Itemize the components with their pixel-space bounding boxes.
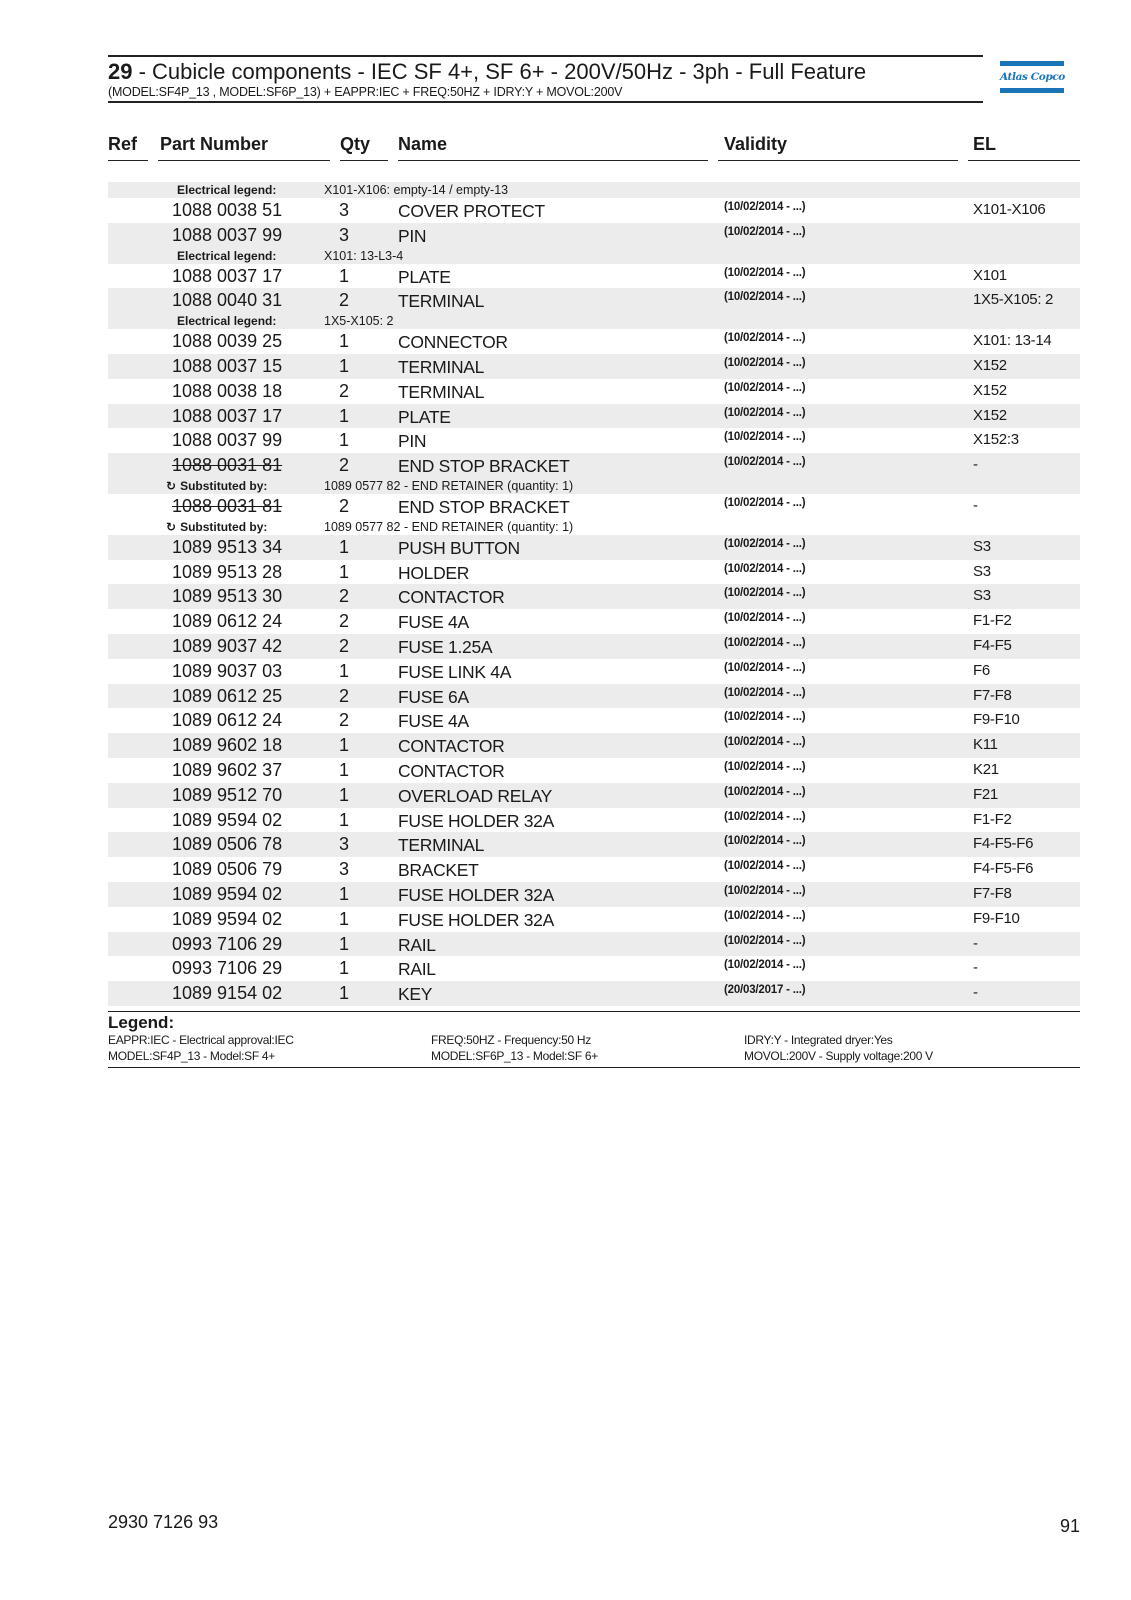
table-row xyxy=(108,453,1080,478)
electrical-legend-value: X101-X106: empty-14 / empty-13 xyxy=(324,183,509,197)
quantity: 1 xyxy=(338,933,349,954)
table-row xyxy=(108,708,1080,733)
electrical-ref: X152:3 xyxy=(973,431,1019,449)
electrical-ref: - xyxy=(973,496,978,514)
part-name: FUSE 1.25A xyxy=(398,636,493,657)
substitute-part: 1089 0577 82 - END RETAINER (quantity: 1) xyxy=(324,478,574,493)
validity: (10/02/2014 - ...) xyxy=(724,266,806,279)
part-name: COVER PROTECT xyxy=(398,201,545,221)
logo-bar-top xyxy=(1000,61,1064,66)
legend-label-text: Electrical legend: xyxy=(177,183,277,197)
part-name: FUSE 6A xyxy=(398,686,469,707)
page-number: 91 xyxy=(1059,1516,1080,1536)
part-number[interactable]: 1089 9154 02 xyxy=(172,983,283,1004)
col-part-number: Part Number xyxy=(160,134,269,154)
quantity: 1 xyxy=(338,355,349,376)
part-name: FUSE 4A xyxy=(398,711,469,732)
quantity: 1 xyxy=(338,735,349,756)
quantity: 2 xyxy=(338,710,349,731)
part-name: CONTACTOR xyxy=(398,587,505,608)
electrical-ref: X101 xyxy=(973,266,1007,284)
quantity: 2 xyxy=(338,380,349,401)
refresh-icon: ↻ xyxy=(166,519,177,534)
validity: (10/02/2014 - ...) xyxy=(724,711,806,724)
part-name: HOLDER xyxy=(398,562,470,583)
part-number[interactable]: 1089 0506 79 xyxy=(172,859,283,880)
part-name: END STOP BRACKET xyxy=(398,496,570,517)
part-name: FUSE LINK 4A xyxy=(398,661,512,682)
electrical-ref: 1X5-X105: 2 xyxy=(973,291,1054,309)
table-row xyxy=(108,535,1080,560)
electrical-ref: X152 xyxy=(973,381,1007,399)
electrical-ref: F7-F8 xyxy=(973,686,1012,704)
quantity: 1 xyxy=(338,405,349,426)
part-name: TERMINAL xyxy=(398,291,485,312)
part-number[interactable]: 1089 9513 34 xyxy=(172,536,283,557)
validity: (10/02/2014 - ...) xyxy=(724,381,806,394)
table-row xyxy=(108,288,1080,313)
validity: (10/02/2014 - ...) xyxy=(724,785,806,798)
part-number[interactable]: 1089 9594 02 xyxy=(172,908,283,929)
validity: (10/02/2014 - ...) xyxy=(724,884,806,897)
part-number[interactable]: 0993 7106 29 xyxy=(172,933,283,954)
quantity: 1 xyxy=(338,561,349,582)
table-row xyxy=(108,832,1080,857)
header-gap xyxy=(148,159,158,162)
part-number[interactable]: 1089 0612 24 xyxy=(172,611,283,632)
table-row xyxy=(108,223,1080,248)
table-row xyxy=(108,329,1080,354)
electrical-legend-row xyxy=(108,248,1080,264)
header-gap xyxy=(958,159,968,162)
part-number[interactable]: 1088 0040 31 xyxy=(172,290,283,311)
table-row xyxy=(108,907,1080,932)
table-row xyxy=(108,198,1080,223)
part-number[interactable]: 1089 9512 70 xyxy=(172,784,283,805)
part-number[interactable]: 1088 0037 99 xyxy=(172,224,283,245)
quantity: 1 xyxy=(338,983,349,1004)
table-row xyxy=(108,584,1080,609)
table-row xyxy=(108,733,1080,758)
quantity: 3 xyxy=(338,859,349,880)
quantity: 1 xyxy=(338,809,349,830)
electrical-ref: - xyxy=(973,984,978,1002)
quantity: 1 xyxy=(338,784,349,805)
table-row xyxy=(108,783,1080,808)
table-row xyxy=(108,354,1080,379)
header-gap xyxy=(708,159,718,162)
document-number: 2930 7126 93 xyxy=(108,1512,219,1532)
part-name: PIN xyxy=(398,431,427,452)
quantity: 1 xyxy=(338,536,349,557)
quantity: 2 xyxy=(338,495,349,516)
part-number[interactable]: 1088 0037 99 xyxy=(172,430,283,451)
part-number[interactable]: 1088 0037 15 xyxy=(172,355,283,376)
part-number[interactable]: 1089 9513 28 xyxy=(172,561,283,582)
quantity: 2 xyxy=(338,685,349,706)
quantity: 2 xyxy=(338,635,349,656)
electrical-ref: S3 xyxy=(973,537,991,555)
part-number[interactable]: 1089 9602 18 xyxy=(172,735,283,756)
quantity: 3 xyxy=(338,834,349,855)
table-row xyxy=(108,560,1080,585)
table-row xyxy=(108,494,1080,519)
validity: (10/02/2014 - ...) xyxy=(724,587,806,600)
electrical-legend-label xyxy=(177,249,276,263)
part-name: PLATE xyxy=(398,406,451,427)
brand-logo xyxy=(1000,61,1064,95)
validity: (10/02/2014 - ...) xyxy=(724,661,806,674)
page-title xyxy=(108,59,983,85)
substitution-row xyxy=(108,519,1080,535)
table-row xyxy=(108,634,1080,659)
legend-item: FREQ:50HZ - Frequency:50 Hz xyxy=(431,1033,591,1047)
electrical-ref: X152 xyxy=(973,356,1007,374)
table-row xyxy=(108,609,1080,634)
parts-table xyxy=(108,182,1080,1006)
header-gap xyxy=(388,159,398,162)
table-row xyxy=(108,659,1080,684)
quantity: 1 xyxy=(338,908,349,929)
legend-title: Legend: xyxy=(108,1013,175,1032)
validity: (10/02/2014 - ...) xyxy=(724,810,806,823)
electrical-legend-label xyxy=(177,314,276,328)
quantity: 1 xyxy=(338,265,349,286)
part-number[interactable]: 1089 9602 37 xyxy=(172,759,283,780)
electrical-ref: S3 xyxy=(973,562,991,580)
part-name: RAIL xyxy=(398,934,436,955)
validity: (10/02/2014 - ...) xyxy=(724,934,806,947)
validity: (10/02/2014 - ...) xyxy=(724,201,806,213)
legend-item: EAPPR:IEC - Electrical approval:IEC xyxy=(108,1033,294,1047)
table-row xyxy=(108,758,1080,783)
legend xyxy=(108,1011,1080,1063)
part-number[interactable]: 1088 0038 18 xyxy=(172,380,283,401)
table-row xyxy=(108,857,1080,882)
logo-text: Atlas Copco xyxy=(1000,71,1065,83)
part-name: OVERLOAD RELAY xyxy=(398,785,553,806)
legend-label-text: Substituted by: xyxy=(180,478,268,493)
part-name: FUSE HOLDER 32A xyxy=(398,909,554,930)
part-number[interactable]: 1089 0612 25 xyxy=(172,685,283,706)
validity: (10/02/2014 - ...) xyxy=(724,356,806,369)
part-name: CONTACTOR xyxy=(398,760,505,781)
section-number: 29 xyxy=(108,59,133,84)
validity: (10/02/2014 - ...) xyxy=(724,537,806,550)
part-number[interactable]: 1088 0031 81 xyxy=(172,455,283,476)
col-validity: Validity xyxy=(724,134,788,154)
validity: (10/02/2014 - ...) xyxy=(724,736,806,749)
table-row xyxy=(108,808,1080,833)
electrical-ref: F4-F5-F6 xyxy=(973,835,1034,853)
table-row xyxy=(108,404,1080,429)
electrical-ref: X152 xyxy=(973,406,1007,424)
quantity: 1 xyxy=(338,331,349,352)
table-row xyxy=(108,264,1080,289)
part-name: PLATE xyxy=(398,266,451,287)
quantity: 1 xyxy=(338,430,349,451)
table-header xyxy=(108,132,1080,161)
validity: (10/02/2014 - ...) xyxy=(724,959,806,972)
electrical-ref: X101-X106 xyxy=(973,201,1046,218)
quantity: 2 xyxy=(338,455,349,476)
validity: (10/02/2014 - ...) xyxy=(724,612,806,625)
validity: (10/02/2014 - ...) xyxy=(724,225,806,238)
substitute-part: 1089 0577 82 - END RETAINER (quantity: 1) xyxy=(324,519,574,534)
electrical-ref: K11 xyxy=(973,736,998,754)
electrical-ref: F7-F8 xyxy=(973,884,1012,902)
part-number[interactable]: 1089 9037 42 xyxy=(172,635,283,656)
validity: (10/02/2014 - ...) xyxy=(724,332,806,345)
part-name: PUSH BUTTON xyxy=(398,537,520,558)
page-subtitle: (MODEL:SF4P_13 , MODEL:SF6P_13) + EAPPR:IEC + FREQ:50HZ + IDRY:Y + MOVOL:200V xyxy=(108,85,623,99)
col-el: EL xyxy=(973,134,997,154)
electrical-ref: F1-F2 xyxy=(973,810,1012,828)
table-row xyxy=(108,981,1080,1006)
logo-bar-bottom xyxy=(1000,88,1064,93)
quantity: 3 xyxy=(338,200,349,220)
electrical-ref: - xyxy=(973,934,978,952)
part-number[interactable]: 0993 7106 29 xyxy=(172,958,283,979)
page-header xyxy=(108,55,983,103)
table-row xyxy=(108,428,1080,453)
header-gap xyxy=(330,159,340,162)
part-name: FUSE 4A xyxy=(398,612,469,633)
part-number[interactable]: 1089 9513 30 xyxy=(172,586,283,607)
legend-label-text: Electrical legend: xyxy=(177,248,277,263)
refresh-icon: ↻ xyxy=(166,478,177,493)
validity: (10/02/2014 - ...) xyxy=(724,406,806,419)
quantity: 1 xyxy=(338,660,349,681)
validity: (10/02/2014 - ...) xyxy=(724,291,806,304)
col-ref: Ref xyxy=(108,134,138,154)
validity: (10/02/2014 - ...) xyxy=(724,835,806,848)
part-number[interactable]: 1088 0038 51 xyxy=(172,200,283,220)
legend-item: MODEL:SF4P_13 - Model:SF 4+ xyxy=(108,1049,275,1063)
part-number[interactable]: 1089 0612 24 xyxy=(172,710,283,731)
electrical-ref: X101: 13-14 xyxy=(973,332,1052,350)
part-name: TERMINAL xyxy=(398,835,485,856)
part-number[interactable]: 1088 0037 17 xyxy=(172,405,283,426)
legend-item: MOVOL:200V - Supply voltage:200 V xyxy=(744,1049,933,1063)
quantity: 2 xyxy=(338,586,349,607)
part-number[interactable]: 1089 9037 03 xyxy=(172,660,283,681)
electrical-ref: F9-F10 xyxy=(973,909,1020,927)
part-name: FUSE HOLDER 32A xyxy=(398,810,554,831)
electrical-legend-value: X101: 13-L3-4 xyxy=(324,248,404,263)
part-number[interactable]: 1088 0037 17 xyxy=(172,265,283,286)
part-name: CONTACTOR xyxy=(398,736,505,757)
electrical-ref: F9-F10 xyxy=(973,711,1020,729)
part-number[interactable]: 1089 0506 78 xyxy=(172,834,283,855)
quantity: 3 xyxy=(338,224,349,245)
validity: (10/02/2014 - ...) xyxy=(724,636,806,649)
validity: (10/02/2014 - ...) xyxy=(724,562,806,575)
part-number[interactable]: 1088 0031 81 xyxy=(172,495,283,516)
part-number[interactable]: 1088 0039 25 xyxy=(172,331,283,352)
legend-item: MODEL:SF6P_13 - Model:SF 6+ xyxy=(431,1049,598,1063)
part-name: BRACKET xyxy=(398,860,479,881)
part-name: RAIL xyxy=(398,959,436,980)
validity: (10/02/2014 - ...) xyxy=(724,860,806,873)
part-name: END STOP BRACKET xyxy=(398,456,570,477)
electrical-ref: K21 xyxy=(973,760,999,778)
legend-item: IDRY:Y - Integrated dryer:Yes xyxy=(744,1033,893,1047)
legend-bottom-rule xyxy=(108,1067,1080,1068)
validity: (10/02/2014 - ...) xyxy=(724,496,806,509)
part-number[interactable]: 1089 9594 02 xyxy=(172,809,283,830)
substituted-by-label xyxy=(166,520,267,534)
validity: (10/02/2014 - ...) xyxy=(724,686,806,699)
validity: (20/03/2017 - ...) xyxy=(724,984,806,997)
part-name: CONNECTOR xyxy=(398,332,508,353)
electrical-ref: F4-F5-F6 xyxy=(973,860,1034,878)
part-name: TERMINAL xyxy=(398,356,485,377)
quantity: 1 xyxy=(338,759,349,780)
part-name: TERMINAL xyxy=(398,381,485,402)
table-row xyxy=(108,684,1080,709)
header-top-rule xyxy=(108,55,983,57)
quantity: 1 xyxy=(338,958,349,979)
quantity: 2 xyxy=(338,290,349,311)
electrical-ref: F4-F5 xyxy=(973,636,1012,654)
table-row xyxy=(108,882,1080,907)
electrical-ref: F21 xyxy=(973,785,998,803)
electrical-ref: - xyxy=(973,959,978,977)
electrical-ref: F6 xyxy=(973,661,990,679)
section-title: - Cubicle components - IEC SF 4+, SF 6+ - 200V/50Hz - 3ph - Full Feature xyxy=(138,59,867,84)
part-number[interactable]: 1089 9594 02 xyxy=(172,883,283,904)
electrical-legend-row xyxy=(108,313,1080,329)
header-bottom-rule xyxy=(108,101,983,103)
electrical-ref: S3 xyxy=(973,587,991,605)
electrical-legend-row xyxy=(108,182,1080,198)
table-row xyxy=(108,932,1080,957)
part-name: PIN xyxy=(398,225,427,246)
part-name: KEY xyxy=(398,984,433,1005)
validity: (10/02/2014 - ...) xyxy=(724,760,806,773)
col-qty: Qty xyxy=(340,134,371,154)
legend-label-text: Electrical legend: xyxy=(177,314,277,329)
substituted-by-label xyxy=(166,479,267,493)
quantity: 1 xyxy=(338,883,349,904)
electrical-legend-value: 1X5-X105: 2 xyxy=(324,314,394,329)
validity: (10/02/2014 - ...) xyxy=(724,431,806,444)
validity: (10/02/2014 - ...) xyxy=(724,909,806,922)
table-row xyxy=(108,379,1080,404)
part-name: FUSE HOLDER 32A xyxy=(398,884,554,905)
electrical-legend-label xyxy=(177,183,276,197)
quantity: 2 xyxy=(338,611,349,632)
col-name: Name xyxy=(398,134,448,154)
electrical-ref: - xyxy=(973,456,978,474)
table-row xyxy=(108,956,1080,981)
validity: (10/02/2014 - ...) xyxy=(724,456,806,469)
electrical-ref: F1-F2 xyxy=(973,612,1012,630)
legend-label-text: Substituted by: xyxy=(180,519,268,534)
substitution-row xyxy=(108,478,1080,494)
